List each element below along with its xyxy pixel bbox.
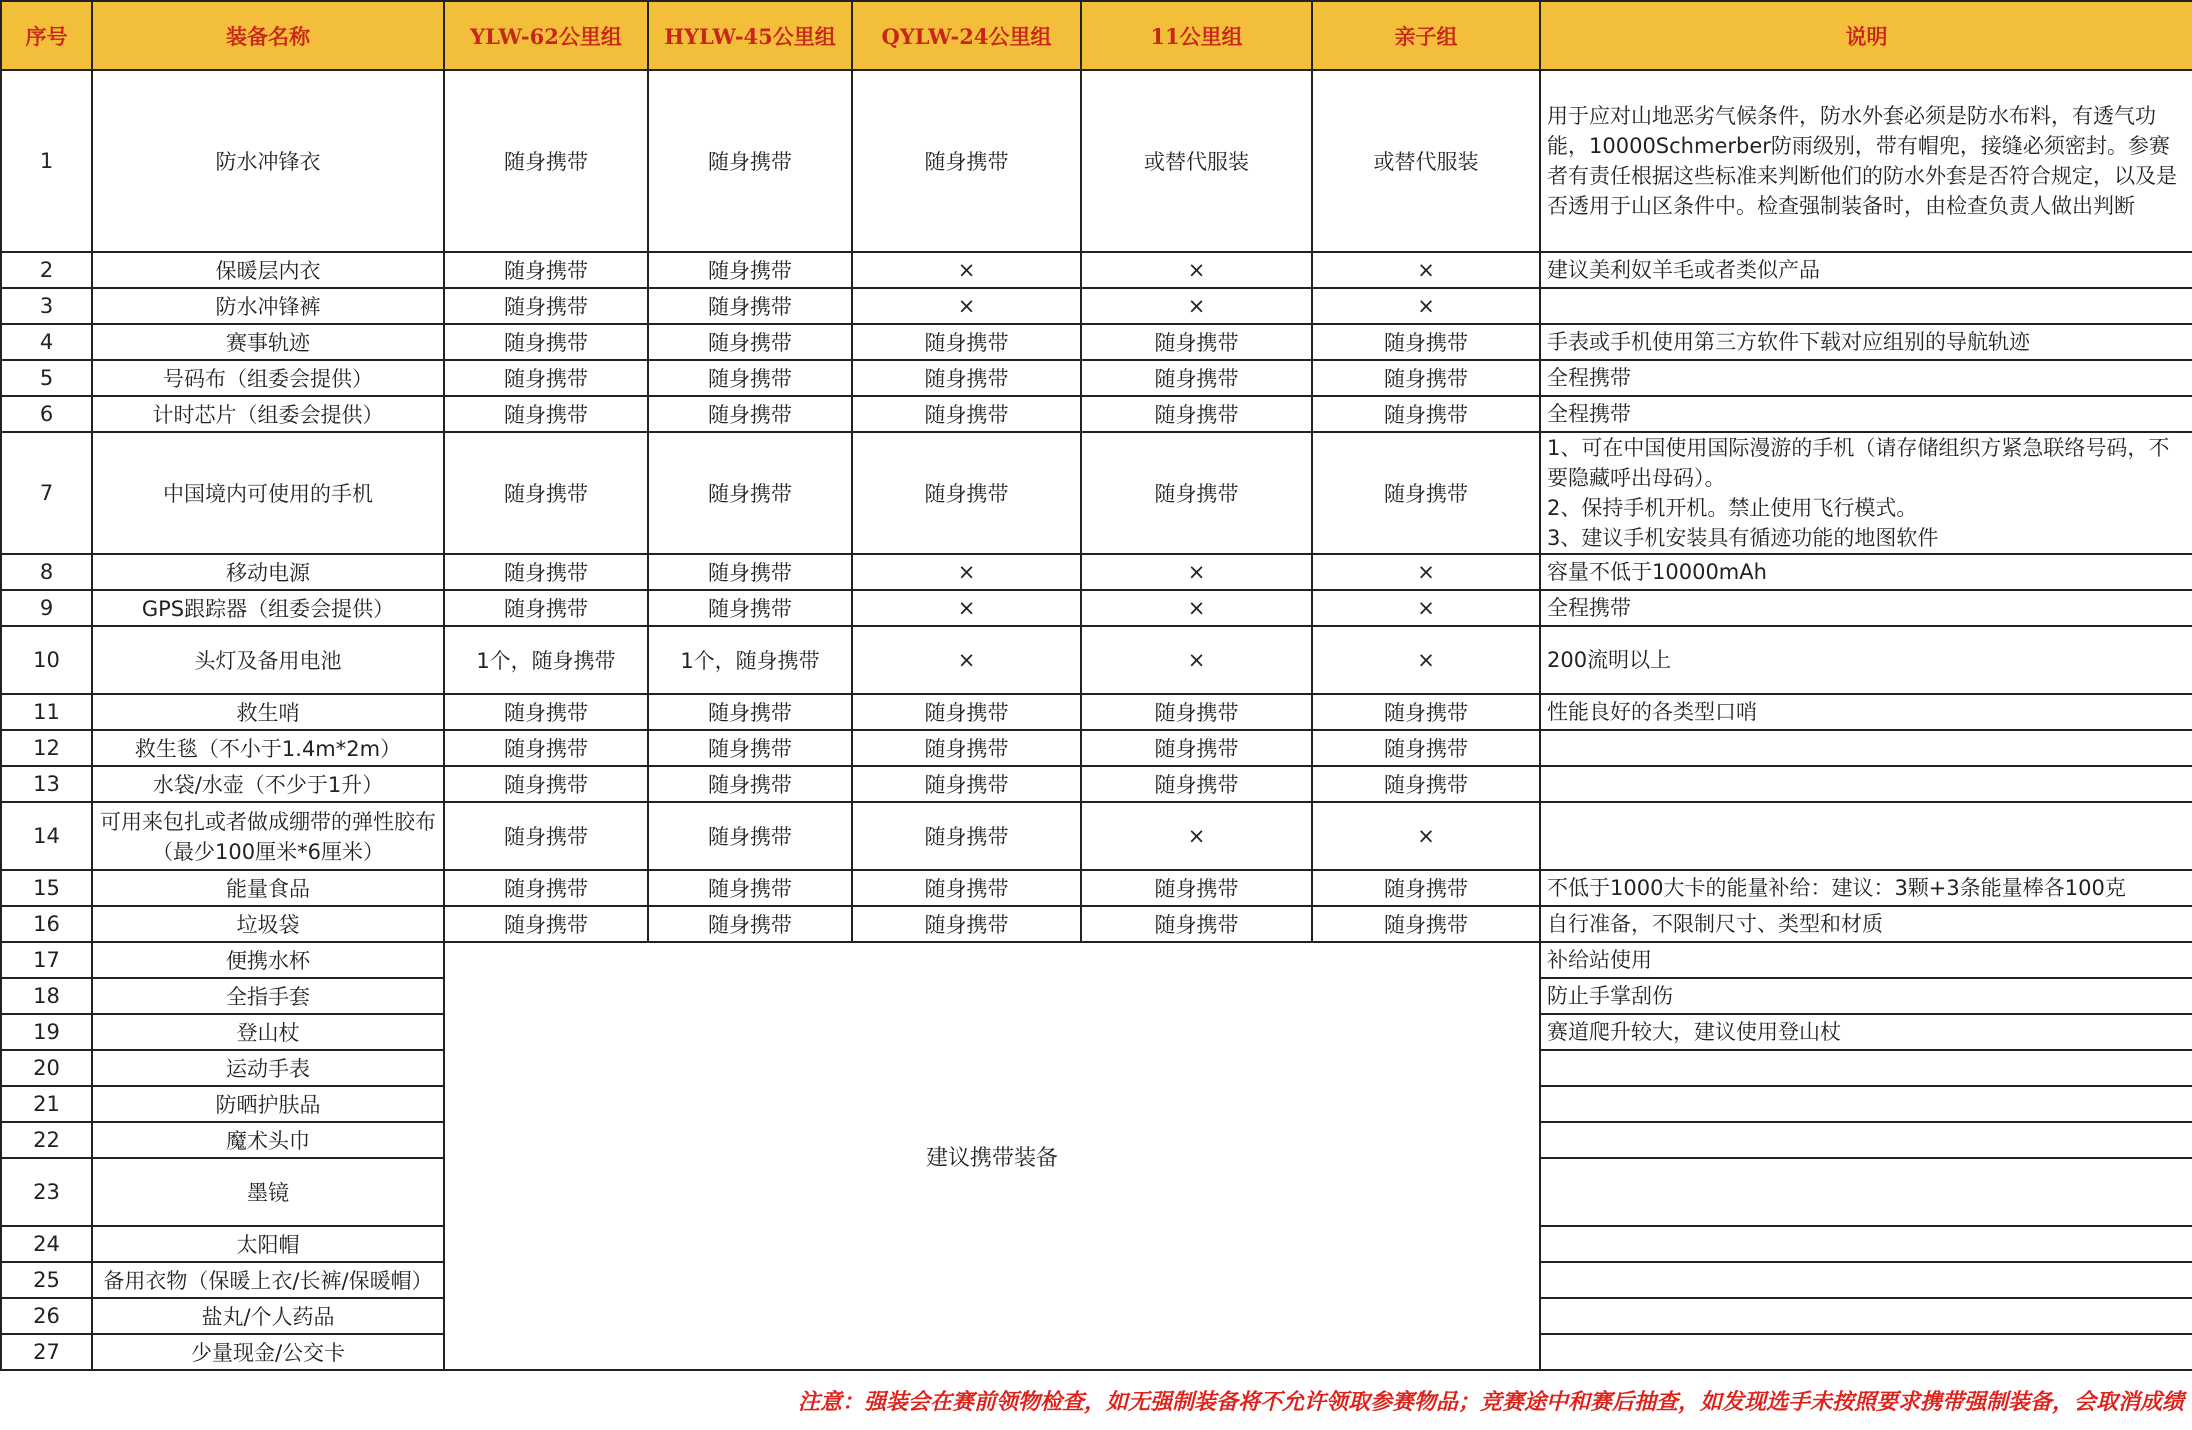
req-62km: 随身携带 (444, 906, 648, 942)
item-note: 全程携带 (1540, 360, 2192, 396)
req-family: 随身携带 (1312, 432, 1540, 554)
req-11km: × (1081, 590, 1312, 626)
req-24km: × (852, 288, 1081, 324)
item-note (1540, 1262, 2192, 1298)
req-62km: 随身携带 (444, 360, 648, 396)
item-name: 救生毯（不小于1.4m*2m） (92, 730, 444, 766)
row-number: 2 (1, 252, 92, 288)
row-number: 22 (1, 1122, 92, 1158)
req-24km: 随身携带 (852, 870, 1081, 906)
req-family: 随身携带 (1312, 324, 1540, 360)
row-number: 4 (1, 324, 92, 360)
req-family: × (1312, 554, 1540, 590)
req-24km: × (852, 554, 1081, 590)
row-number: 13 (1, 766, 92, 802)
req-24km: 随身携带 (852, 802, 1081, 870)
req-62km: 随身携带 (444, 694, 648, 730)
item-name: 赛事轨迹 (92, 324, 444, 360)
header-24km: QYLW-24公里组 (852, 1, 1081, 70)
req-62km: 随身携带 (444, 324, 648, 360)
table-row (1, 554, 2192, 590)
req-family: 随身携带 (1312, 766, 1540, 802)
row-number: 19 (1, 1014, 92, 1050)
item-note (1540, 1334, 2192, 1370)
header-62km: YLW-62公里组 (444, 1, 648, 70)
req-24km: 随身携带 (852, 694, 1081, 730)
req-62km: 随身携带 (444, 432, 648, 554)
item-note (1540, 1050, 2192, 1086)
item-name: 救生哨 (92, 694, 444, 730)
item-note: 200流明以上 (1540, 626, 2192, 694)
req-45km: 随身携带 (648, 554, 852, 590)
item-name: 少量现金/公交卡 (92, 1334, 444, 1370)
req-24km: 随身携带 (852, 360, 1081, 396)
item-name: 垃圾袋 (92, 906, 444, 942)
item-name: 魔术头巾 (92, 1122, 444, 1158)
req-62km: 随身携带 (444, 70, 648, 252)
req-45km: 随身携带 (648, 766, 852, 802)
req-11km: 随身携带 (1081, 396, 1312, 432)
req-45km: 随身携带 (648, 802, 852, 870)
item-name: 头灯及备用电池 (92, 626, 444, 694)
row-number: 23 (1, 1158, 92, 1226)
table-row (1, 70, 2192, 252)
item-name: 墨镜 (92, 1158, 444, 1226)
item-note: 容量不低于10000mAh (1540, 554, 2192, 590)
table-row (1, 360, 2192, 396)
req-family: 随身携带 (1312, 906, 1540, 942)
req-24km: 随身携带 (852, 906, 1081, 942)
item-name: 防水冲锋衣 (92, 70, 444, 252)
req-11km: × (1081, 288, 1312, 324)
req-family: × (1312, 252, 1540, 288)
table-row (1, 906, 2192, 942)
item-note: 用于应对山地恶劣气候条件，防水外套必须是防水布料，有透气功能，10000Schmerber防雨级别，带有帽兜，接缝必须密封。参赛者有责任根据这些标准来判断他们的防水外套是否符合规定，以及是否透用于山区条件中。检查强制装备时，由检查负责人做出判断 (1540, 70, 2192, 252)
row-number: 26 (1, 1298, 92, 1334)
table-row (1, 802, 2192, 870)
table-row (1, 396, 2192, 432)
header-11km: 11公里组 (1081, 1, 1312, 70)
req-family: 随身携带 (1312, 694, 1540, 730)
item-note: 自行准备，不限制尺寸、类型和材质 (1540, 906, 2192, 942)
row-number: 16 (1, 906, 92, 942)
suggested-equipment-label: 建议携带装备 (444, 942, 1540, 1370)
item-note: 性能良好的各类型口哨 (1540, 694, 2192, 730)
req-family: × (1312, 288, 1540, 324)
req-45km: 1个，随身携带 (648, 626, 852, 694)
req-62km: 随身携带 (444, 252, 648, 288)
req-24km: × (852, 590, 1081, 626)
table-row (1, 626, 2192, 694)
req-45km: 随身携带 (648, 730, 852, 766)
item-name: 运动手表 (92, 1050, 444, 1086)
item-note: 不低于1000大卡的能量补给：建议：3颗+3条能量棒各100克 (1540, 870, 2192, 906)
req-45km: 随身携带 (648, 432, 852, 554)
header-45km: HYLW-45公里组 (648, 1, 852, 70)
req-family: 随身携带 (1312, 360, 1540, 396)
item-name: GPS跟踪器（组委会提供） (92, 590, 444, 626)
row-number: 24 (1, 1226, 92, 1262)
req-62km: 随身携带 (444, 802, 648, 870)
item-name: 防水冲锋裤 (92, 288, 444, 324)
table-row (1, 766, 2192, 802)
req-45km: 随身携带 (648, 870, 852, 906)
item-note (1540, 1122, 2192, 1158)
row-number: 15 (1, 870, 92, 906)
item-name: 太阳帽 (92, 1226, 444, 1262)
item-name: 全指手套 (92, 978, 444, 1014)
req-11km: 随身携带 (1081, 694, 1312, 730)
item-note (1540, 1086, 2192, 1122)
item-name: 登山杖 (92, 1014, 444, 1050)
req-45km: 随身携带 (648, 288, 852, 324)
item-name: 保暖层内衣 (92, 252, 444, 288)
row-number: 21 (1, 1086, 92, 1122)
item-name: 能量食品 (92, 870, 444, 906)
req-24km: 随身携带 (852, 324, 1081, 360)
req-11km: × (1081, 554, 1312, 590)
req-62km: 1个，随身携带 (444, 626, 648, 694)
req-62km: 随身携带 (444, 730, 648, 766)
item-note (1540, 802, 2192, 870)
item-note (1540, 288, 2192, 324)
table-row (1, 432, 2192, 554)
table-row (1, 288, 2192, 324)
req-62km: 随身携带 (444, 288, 648, 324)
header-name: 装备名称 (92, 1, 444, 70)
row-number: 10 (1, 626, 92, 694)
req-11km: × (1081, 252, 1312, 288)
row-number: 7 (1, 432, 92, 554)
item-note: 赛道爬升较大，建议使用登山杖 (1540, 1014, 2192, 1050)
row-number: 20 (1, 1050, 92, 1086)
item-name: 水袋/水壶（不少于1升） (92, 766, 444, 802)
req-11km: 随身携带 (1081, 906, 1312, 942)
header-note: 说明 (1540, 1, 2192, 70)
item-name: 防晒护肤品 (92, 1086, 444, 1122)
req-11km: 随身携带 (1081, 324, 1312, 360)
item-note (1540, 730, 2192, 766)
item-name: 盐丸/个人药品 (92, 1298, 444, 1334)
req-24km: 随身携带 (852, 70, 1081, 252)
req-24km: 随身携带 (852, 730, 1081, 766)
row-number: 25 (1, 1262, 92, 1298)
item-note: 全程携带 (1540, 396, 2192, 432)
item-note: 建议美利奴羊毛或者类似产品 (1540, 252, 2192, 288)
req-45km: 随身携带 (648, 252, 852, 288)
item-note (1540, 766, 2192, 802)
header-family: 亲子组 (1312, 1, 1540, 70)
item-note (1540, 1158, 2192, 1226)
req-45km: 随身携带 (648, 694, 852, 730)
row-number: 5 (1, 360, 92, 396)
req-11km: 随身携带 (1081, 432, 1312, 554)
req-45km: 随身携带 (648, 906, 852, 942)
req-62km: 随身携带 (444, 590, 648, 626)
row-number: 8 (1, 554, 92, 590)
req-24km: × (852, 252, 1081, 288)
req-family: 随身携带 (1312, 870, 1540, 906)
req-family: × (1312, 626, 1540, 694)
req-family: 随身携带 (1312, 396, 1540, 432)
item-note: 手表或手机使用第三方软件下载对应组别的导航轨迹 (1540, 324, 2192, 360)
row-number: 18 (1, 978, 92, 1014)
req-62km: 随身携带 (444, 554, 648, 590)
item-note: 1、可在中国使用国际漫游的手机（请存储组织方紧急联络号码，不要隐藏呼出母码）。 2、保持手机开机。禁止使用飞行模式。 3、建议手机安装具有循迹功能的地图软件 (1540, 432, 2192, 554)
item-name: 号码布（组委会提供） (92, 360, 444, 396)
item-note: 防止手掌刮伤 (1540, 978, 2192, 1014)
req-45km: 随身携带 (648, 70, 852, 252)
req-family: × (1312, 590, 1540, 626)
table-row (1, 324, 2192, 360)
req-62km: 随身携带 (444, 870, 648, 906)
req-62km: 随身携带 (444, 396, 648, 432)
item-note (1540, 1226, 2192, 1262)
req-11km: × (1081, 802, 1312, 870)
item-note: 全程携带 (1540, 590, 2192, 626)
table-row (1, 942, 2192, 978)
req-45km: 随身携带 (648, 360, 852, 396)
req-family: 随身携带 (1312, 730, 1540, 766)
req-family: 或替代服装 (1312, 70, 1540, 252)
item-name: 可用来包扎或者做成绷带的弹性胶布（最少100厘米*6厘米） (92, 802, 444, 870)
row-number: 11 (1, 694, 92, 730)
row-number: 12 (1, 730, 92, 766)
req-45km: 随身携带 (648, 396, 852, 432)
header-row (1, 1, 2192, 70)
row-number: 3 (1, 288, 92, 324)
req-45km: 随身携带 (648, 590, 852, 626)
req-11km: 或替代服装 (1081, 70, 1312, 252)
row-number: 9 (1, 590, 92, 626)
item-name: 移动电源 (92, 554, 444, 590)
req-24km: 随身携带 (852, 432, 1081, 554)
req-family: × (1312, 802, 1540, 870)
req-11km: 随身携带 (1081, 870, 1312, 906)
row-number: 14 (1, 802, 92, 870)
item-note: 补给站使用 (1540, 942, 2192, 978)
item-note (1540, 1298, 2192, 1334)
req-24km: × (852, 626, 1081, 694)
req-62km: 随身携带 (444, 766, 648, 802)
notice-text: 注意：强装会在赛前领物检查，如无强制装备将不允许领取参赛物品；竞赛途中和赛后抽查，如发现选手未按照要求携带强制装备，会取消成绩 (797, 1389, 2184, 1415)
item-name: 便携水杯 (92, 942, 444, 978)
row-number: 6 (1, 396, 92, 432)
item-name: 计时芯片（组委会提供） (92, 396, 444, 432)
row-number: 1 (1, 70, 92, 252)
req-11km: 随身携带 (1081, 730, 1312, 766)
item-name: 中国境内可使用的手机 (92, 432, 444, 554)
table-row (1, 590, 2192, 626)
req-11km: 随身携带 (1081, 766, 1312, 802)
table-row (1, 694, 2192, 730)
row-number: 27 (1, 1334, 92, 1370)
req-11km: × (1081, 626, 1312, 694)
req-24km: 随身携带 (852, 766, 1081, 802)
req-11km: 随身携带 (1081, 360, 1312, 396)
item-name: 备用衣物（保暖上衣/长裤/保暖帽） (92, 1262, 444, 1298)
table-row (1, 730, 2192, 766)
header-no: 序号 (1, 1, 92, 70)
table-row (1, 252, 2192, 288)
row-number: 17 (1, 942, 92, 978)
req-24km: 随身携带 (852, 396, 1081, 432)
req-45km: 随身携带 (648, 324, 852, 360)
table-row (1, 870, 2192, 906)
